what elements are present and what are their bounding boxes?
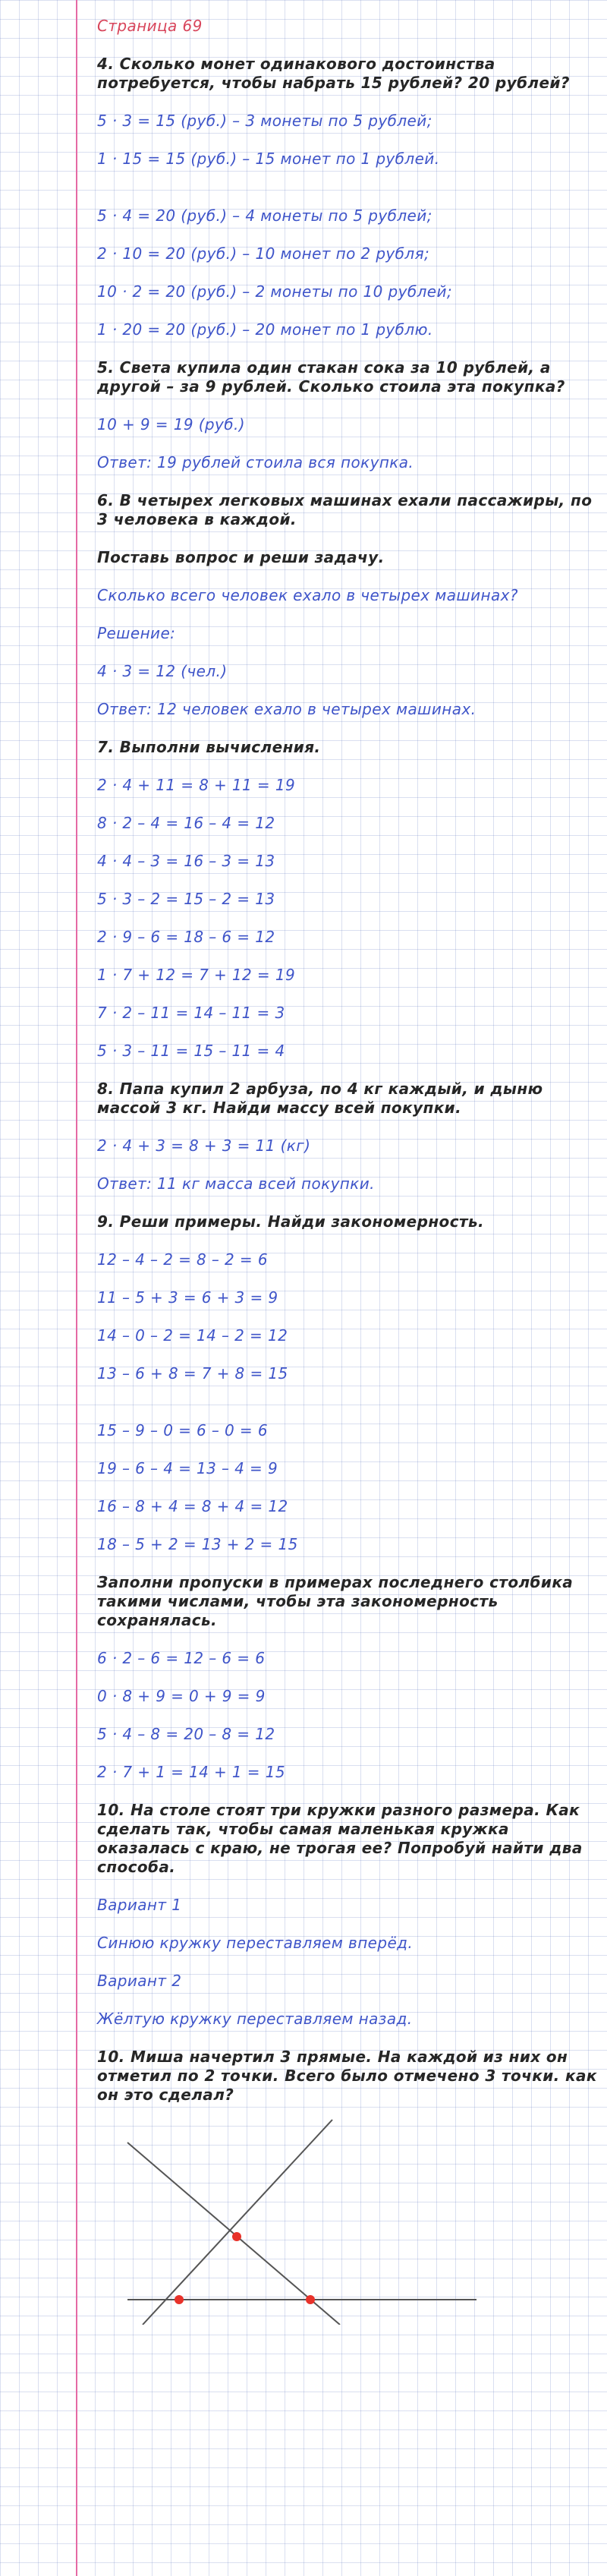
task9-c-line-3: 5 · 4 – 8 = 20 – 8 = 12 [97,1725,275,1743]
task4-line-6: 1 · 20 = 20 (руб.) – 20 монет по 1 рублю. [97,320,433,339]
task6-answer: Ответ: 12 человек ехало в четырех машинах. [97,700,476,718]
task7-title: 7. Выполни вычисления. [97,738,321,756]
task9-b-line-1: 15 – 9 – 0 = 6 – 0 = 6 [97,1421,268,1439]
task7-line-7: 7 · 2 – 11 = 14 – 11 = 3 [97,1004,285,1022]
figure-point-right [306,2295,315,2304]
task10a-title: 10. На столе стоят три кружки разного размера. Как сделать так, чтобы самая маленькая кружка оказалась с краю, не трогая ее? Попробуй найти два способа. [97,1801,583,1876]
task4-title: 4. Сколько монет одинакового достоинства потребуется, чтобы набрать 15 рублей? 20 рублей? [97,55,570,92]
task7-line-5: 2 · 9 – 6 = 18 – 6 = 12 [97,928,275,946]
task4-line-4: 2 · 10 = 20 (руб.) – 10 монет по 2 рубля; [97,244,430,263]
task4-line-3: 5 · 4 = 20 (руб.) – 4 монеты по 5 рублей; [97,207,432,225]
margin-line [76,0,77,2576]
figure-point-left [175,2295,184,2304]
task7-line-3: 4 · 4 – 3 = 16 – 3 = 13 [97,852,275,870]
task10a-variant-1-label: Вариант 1 [97,1896,182,1914]
task7-line-2: 8 · 2 – 4 = 16 – 4 = 12 [97,814,275,832]
figure-point-top [232,2232,241,2241]
task9-title: 9. Реши примеры. Найди закономерность. [97,1212,484,1231]
task10a-variant-2-label: Вариант 2 [97,1972,182,1990]
task4-line-2: 1 · 15 = 15 (руб.) – 15 монет по 1 рублей. [97,150,440,168]
task6-title: 6. В четырех легковых машинах ехали пассажиры, по 3 человека в каждой. [97,491,593,528]
task4-line-1: 5 · 3 = 15 (руб.) – 3 монеты по 5 рублей; [97,112,432,130]
task7-line-1: 2 · 4 + 11 = 8 + 11 = 19 [97,776,296,794]
task9-fill-title: Заполни пропуски в примерах последнего столбика такими числами, чтобы эта закономерность сохранялась. [97,1573,574,1629]
task5-answer: Ответ: 19 рублей стоила вся покупка. [97,453,414,471]
task7-line-6: 1 · 7 + 12 = 7 + 12 = 19 [97,966,296,984]
task7-line-4: 5 · 3 – 2 = 15 – 2 = 13 [97,890,275,908]
task6-subtitle: Поставь вопрос и реши задачу. [97,548,385,566]
task4-line-5: 10 · 2 = 20 (руб.) – 2 монеты по 10 рублей; [97,282,453,301]
task9-c-line-4: 2 · 7 + 1 = 14 + 1 = 15 [97,1763,285,1781]
task10a-variant-2-text: Жёлтую кружку переставляем назад. [97,2010,413,2028]
task10a-variant-1-text: Синюю кружку переставляем вперёд. [97,1934,414,1952]
task9-c-line-1: 6 · 2 – 6 = 12 – 6 = 6 [97,1649,266,1667]
three-lines-figure [112,2112,507,2325]
task6-line-1: 4 · 3 = 12 (чел.) [97,662,228,680]
task8-line-1: 2 · 4 + 3 = 8 + 3 = 11 (кг) [97,1137,311,1155]
task6-solution-label: Решение: [97,624,176,642]
task9-c-line-2: 0 · 8 + 9 = 0 + 9 = 9 [97,1687,266,1705]
task10b-title: 10. Миша начертил 3 прямые. На каждой из них он отметил по 2 точки. Всего было отмечено 3 точки. как он это сделал? [97,2048,597,2104]
task9-b-line-4: 18 – 5 + 2 = 13 + 2 = 15 [97,1535,298,1553]
task5-title: 5. Света купила один стакан сока за 10 рублей, а другой – за 9 рублей. Сколько стоила эта покупка? [97,358,565,396]
task5-line-1: 10 + 9 = 19 (руб.) [97,415,245,434]
task9-a-line-3: 14 – 0 – 2 = 14 – 2 = 12 [97,1326,288,1345]
task6-question: Сколько всего человек ехало в четырех машинах? [97,586,518,604]
task9-a-line-2: 11 – 5 + 3 = 6 + 3 = 9 [97,1288,278,1307]
task8-title: 8. Папа купил 2 арбуза, по 4 кг каждый, и дыню массой 3 кг. Найди массу всей покупки. [97,1080,543,1117]
task9-b-line-3: 16 – 8 + 4 = 8 + 4 = 12 [97,1497,288,1515]
task8-answer: Ответ: 11 кг масса всей покупки. [97,1174,375,1193]
task9-b-line-2: 19 – 6 – 4 = 13 – 4 = 9 [97,1459,278,1477]
task7-line-8: 5 · 3 – 11 = 15 – 11 = 4 [97,1042,285,1060]
content [97,17,598,2325]
page-title: Страница 69 [97,17,203,35]
task9-a-line-4: 13 – 6 + 8 = 7 + 8 = 15 [97,1364,288,1383]
task9-a-line-1: 12 – 4 – 2 = 8 – 2 = 6 [97,1250,268,1269]
